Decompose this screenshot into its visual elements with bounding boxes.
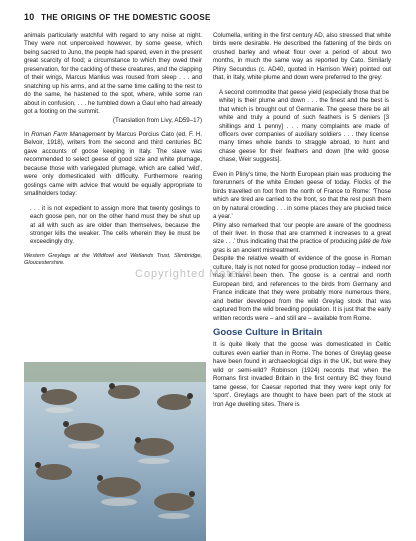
- foie-gras-b: is an ancient mistreatment.: [224, 246, 301, 254]
- livy-attribution: (Translation from Livy, AD59–17): [112, 116, 202, 124]
- foie-gras-a: Pliny also remarked that ‘our people are aware of the goodness of their liver. In those that are crammed it increases to a great size . . .’ thus indicating that the practice of producing: [213, 221, 391, 246]
- roman-culture-paragraph: Despite the relative wealth of evidence of the goose in Roman culture, Italy is not noted for goose production today – indeed nor may it have been then. The goose is a central and north European bird, and references to the birds from Germany and France indicate that they were probably more numerous there, and better developed from the wild Greylag stock that was captured from the wild breeding population. It is just that the early written records were – and still are – available from Rome.: [213, 255, 391, 322]
- livy-excerpt: animals particularly watchful with regard to any noise at night. They were not unperceived however, by some geese, which being sacred to Juno, the people had spared, even in the present great scarcity of food; a circumstance to which they owed their preservation, for the cackling of these creatures, and the clapping of their wings, Marcus Manlius was roused from sleep . . . and snatching up his arms, and at the same time calling to the rest to do the same, he hastened to the spot, where, while some ran about in confusion, . . . he tumbled down a Gaul who had already got a footing on the summit.: [24, 32, 202, 116]
- geese-illustration: [24, 362, 206, 541]
- right-column: [213, 32, 391, 409]
- page-header: [24, 12, 211, 22]
- foie-gras-term: pâté de foie gras: [213, 238, 391, 254]
- pliny-quote: A second commodite that geese yield (especially those that be white) is their plume and down . . . the finest and the best is that which is brought out of Germanie. The geese there be all white and truly a pound of such feathers is 5 deniers [3 shillings and 1 penny] . . . many complaints are made of officers over companies of auxiliary soldiers . . . they license many times whole bands to straggle abroad, to hunt and chase geese for their feathers and down [the wild goose chase, Weir suggests].: [219, 88, 389, 164]
- cato-quote: . . . it is not expedient to assign more that twenty goslings to each goose pen, nor on the other hand must they be shut up at all with such as are older than themselves, because the stronger kills the weaker. The cells wherein they lie must be exceedingly dry.: [30, 204, 200, 246]
- britain-paragraph: It is quite likely that the goose was domesticated in Celtic cultures even earlier than in Rome. The bones of Greylag geese have been found in archaeological digs in the UK, but were they wild or semi-wild? Robinson (1924) records that when the Romans first invaded Britain in the first century BC they found tame geese, for Caesar reported that they were kept only for ‘sport’. Greylags are thought to have been part of the stock at Iron Age dwelling sites. There is: [213, 341, 391, 408]
- section-heading: Goose Culture in Britain: [213, 326, 323, 338]
- left-column: [24, 32, 202, 267]
- columella-paragraph: Columella, writing in the first century AD, also stressed that white birds were desirable. He described the fattening of the birds on crushed barley and wheat flour over a period of about two months, in much the same way as reported by Cato. Similarly Pliny Secundus (c. AD40, quoted in Harrison Weir) pointed out that, in Italy, white plume and down were preferred to the grey:: [213, 32, 391, 82]
- running-title: THE ORIGINS OF THE DOMESTIC GOOSE: [41, 13, 211, 22]
- emden-paragraph: Even in Pliny’s time, the North European plain was producing the forerunners of the white Emden geese of today. Flocks of the birds travelled on foot from the north of France to Rome: ‘Those which are tired are carried to the front, so that the rest push them on by natural crowding . . . in some places they are plucked twice a year.’: [213, 170, 391, 221]
- foie-gras-paragraph: [213, 222, 391, 256]
- watermark: Copyrighted Material: [135, 268, 257, 280]
- cato-body: by Marcus Porcius Cato (ed. F. H. Belvoir, 1918), writers from the second and third centuries BC gave accounts of goose keeping in Italy. The slave was recommended to select geese of good size and white plumage, because those with variegated plumage, which are called ‘wild’, were only domesticated with difficulty. Furthermore rearing goslings came with advice that would be equally appropriate to smallholders today:: [24, 130, 202, 198]
- greylag-photo: [24, 362, 206, 541]
- cato-lead: In: [24, 130, 32, 138]
- cato-paragraph: [24, 131, 202, 199]
- photo-caption: Western Greylags at the Wildfowl and Wetlands Trust, Slimbridge, Gloucestershire.: [24, 252, 202, 267]
- page-number: 10: [24, 12, 35, 22]
- cato-book-title: Roman Farm Management: [31, 130, 106, 138]
